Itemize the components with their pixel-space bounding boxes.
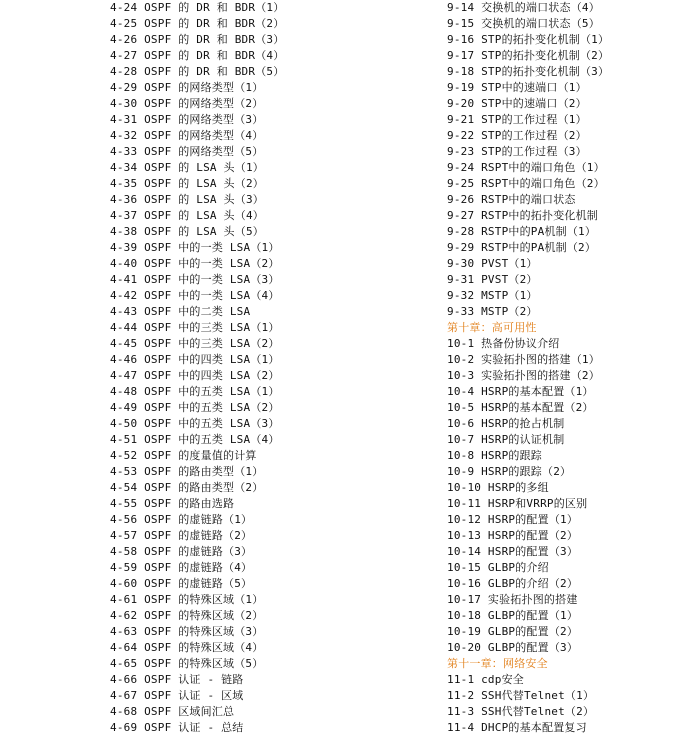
toc-entry: 9-26 RSTP中的端口状态 [447,193,576,206]
toc-entry: 4-41 OSPF 中的一类 LSA（3） [110,273,280,286]
toc-entry: 4-63 OSPF 的特殊区域（3） [110,625,264,638]
toc-entry: 9-18 STP的拓扑变化机制（3） [447,65,610,78]
toc-entry: 4-69 OSPF 认证 - 总结 [110,721,244,734]
toc-entry: 10-2 实验拓扑图的搭建（1） [447,353,600,366]
toc-entry: 4-36 OSPF 的 LSA 头（3） [110,193,264,206]
toc-entry: 10-1 热备份协议介绍 [447,337,560,350]
toc-entry: 9-15 交换机的端口状态（5） [447,17,600,30]
toc-entry: 4-33 OSPF 的网络类型（5） [110,145,264,158]
toc-entry: 4-51 OSPF 中的五类 LSA（4） [110,433,280,446]
toc-entry: 4-57 OSPF 的虚链路（2） [110,529,253,542]
toc-entry: 10-15 GLBP的介绍 [447,561,549,574]
toc-entry: 4-62 OSPF 的特殊区域（2） [110,609,264,622]
chapter-heading: 第十章：高可用性 [447,321,537,334]
toc-entry: 9-17 STP的拓扑变化机制（2） [447,49,610,62]
toc-entry: 4-30 OSPF 的网络类型（2） [110,97,264,110]
toc-entry: 10-11 HSRP和VRRP的区别 [447,497,588,510]
toc-entry: 10-13 HSRP的配置（2） [447,529,579,542]
toc-entry: 4-68 OSPF 区域间汇总 [110,705,235,718]
toc-entry: 11-4 DHCP的基本配置复习 [447,721,587,734]
toc-entry: 10-7 HSRP的认证机制 [447,433,565,446]
left-column-list [110,0,430,736]
toc-entry: 9-21 STP的工作过程（1） [447,113,587,126]
toc-entry: 10-20 GLBP的配置（3） [447,641,579,654]
toc-entry: 10-10 HSRP的多组 [447,481,549,494]
toc-entry: 9-32 MSTP（1） [447,289,538,302]
toc-entry: 4-29 OSPF 的网络类型（1） [110,81,264,94]
toc-entry: 4-32 OSPF 的网络类型（4） [110,129,264,142]
toc-entry: 11-1 cdp安全 [447,673,524,686]
toc-entry: 9-14 交换机的端口状态（4） [447,1,600,14]
toc-entry: 4-42 OSPF 中的一类 LSA（4） [110,289,280,302]
toc-entry: 4-66 OSPF 认证 - 链路 [110,673,244,686]
toc-entry: 10-16 GLBP的介绍（2） [447,577,579,590]
right-column-list [447,0,697,736]
toc-entry: 4-37 OSPF 的 LSA 头（4） [110,209,264,222]
toc-entry: 4-46 OSPF 中的四类 LSA（1） [110,353,280,366]
toc-entry: 4-60 OSPF 的虚链路（5） [110,577,253,590]
toc-entry: 4-47 OSPF 中的四类 LSA（2） [110,369,280,382]
toc-entry: 4-48 OSPF 中的五类 LSA（1） [110,385,280,398]
toc-entry: 10-8 HSRP的跟踪 [447,449,543,462]
toc-entry: 10-17 实验拓扑图的搭建 [447,593,578,606]
toc-entry: 4-35 OSPF 的 LSA 头（2） [110,177,264,190]
toc-entry: 9-25 RSPT中的端口角色（2） [447,177,605,190]
toc-entry: 9-19 STP中的速端口（1） [447,81,587,94]
toc-entry: 9-31 PVST（2） [447,273,538,286]
toc-entry: 10-6 HSRP的抢占机制 [447,417,565,430]
toc-entry: 4-64 OSPF 的特殊区域（4） [110,641,264,654]
toc-entry: 4-26 OSPF 的 DR 和 BDR（3） [110,33,285,46]
toc-entry: 4-38 OSPF 的 LSA 头（5） [110,225,264,238]
toc-entry: 10-5 HSRP的基本配置（2） [447,401,594,414]
toc-entry: 9-33 MSTP（2） [447,305,538,318]
toc-entry: 9-22 STP的工作过程（2） [447,129,587,142]
toc-entry: 4-28 OSPF 的 DR 和 BDR（5） [110,65,285,78]
chapter-heading: 第十一章：网络安全 [447,657,548,670]
toc-entry: 10-9 HSRP的跟踪（2） [447,465,572,478]
toc-entry: 4-53 OSPF 的路由类型（1） [110,465,264,478]
toc-entry: 4-43 OSPF 中的二类 LSA [110,305,251,318]
toc-entry: 4-59 OSPF 的虚链路（4） [110,561,253,574]
toc-entry: 10-3 实验拓扑图的搭建（2） [447,369,600,382]
toc-entry: 10-14 HSRP的配置（3） [447,545,579,558]
toc-entry: 9-23 STP的工作过程（3） [447,145,587,158]
toc-entry: 4-45 OSPF 中的三类 LSA（2） [110,337,280,350]
toc-entry: 10-19 GLBP的配置（2） [447,625,579,638]
toc-entry: 4-52 OSPF 的度量值的计算 [110,449,257,462]
toc-entry: 9-30 PVST（1） [447,257,538,270]
toc-entry: 4-50 OSPF 中的五类 LSA（3） [110,417,280,430]
toc-entry: 4-58 OSPF 的虚链路（3） [110,545,253,558]
toc-entry: 11-2 SSH代替Telnet（1） [447,689,595,702]
toc-entry: 9-20 STP中的速端口（2） [447,97,587,110]
toc-entry: 4-67 OSPF 认证 - 区域 [110,689,244,702]
toc-entry: 4-61 OSPF 的特殊区域（1） [110,593,264,606]
toc-entry: 10-12 HSRP的配置（1） [447,513,579,526]
toc-entry: 9-16 STP的拓扑变化机制（1） [447,33,610,46]
toc-entry: 4-56 OSPF 的虚链路（1） [110,513,253,526]
toc-entry: 11-3 SSH代替Telnet（2） [447,705,595,718]
toc-entry: 4-54 OSPF 的路由类型（2） [110,481,264,494]
toc-entry: 4-65 OSPF 的特殊区域（5） [110,657,264,670]
toc-entry: 4-40 OSPF 中的一类 LSA（2） [110,257,280,270]
toc-entry: 9-27 RSTP中的拓扑变化机制 [447,209,599,222]
toc-entry: 4-44 OSPF 中的三类 LSA（1） [110,321,280,334]
toc-entry: 9-29 RSTP中的PA机制（2） [447,241,597,254]
toc-entry: 10-4 HSRP的基本配置（1） [447,385,594,398]
toc-entry: 4-39 OSPF 中的一类 LSA（1） [110,241,280,254]
toc-entry: 9-28 RSTP中的PA机制（1） [447,225,597,238]
toc-entry: 4-27 OSPF 的 DR 和 BDR（4） [110,49,285,62]
toc-entry: 10-18 GLBP的配置（1） [447,609,579,622]
toc-entry: 9-24 RSPT中的端口角色（1） [447,161,605,174]
toc-entry: 4-25 OSPF 的 DR 和 BDR（2） [110,17,285,30]
toc-entry: 4-34 OSPF 的 LSA 头（1） [110,161,264,174]
toc-entry: 4-49 OSPF 中的五类 LSA（2） [110,401,280,414]
toc-entry: 4-55 OSPF 的路由选路 [110,497,235,510]
toc-entry: 4-24 OSPF 的 DR 和 BDR（1） [110,1,285,14]
toc-entry: 4-31 OSPF 的网络类型（3） [110,113,264,126]
